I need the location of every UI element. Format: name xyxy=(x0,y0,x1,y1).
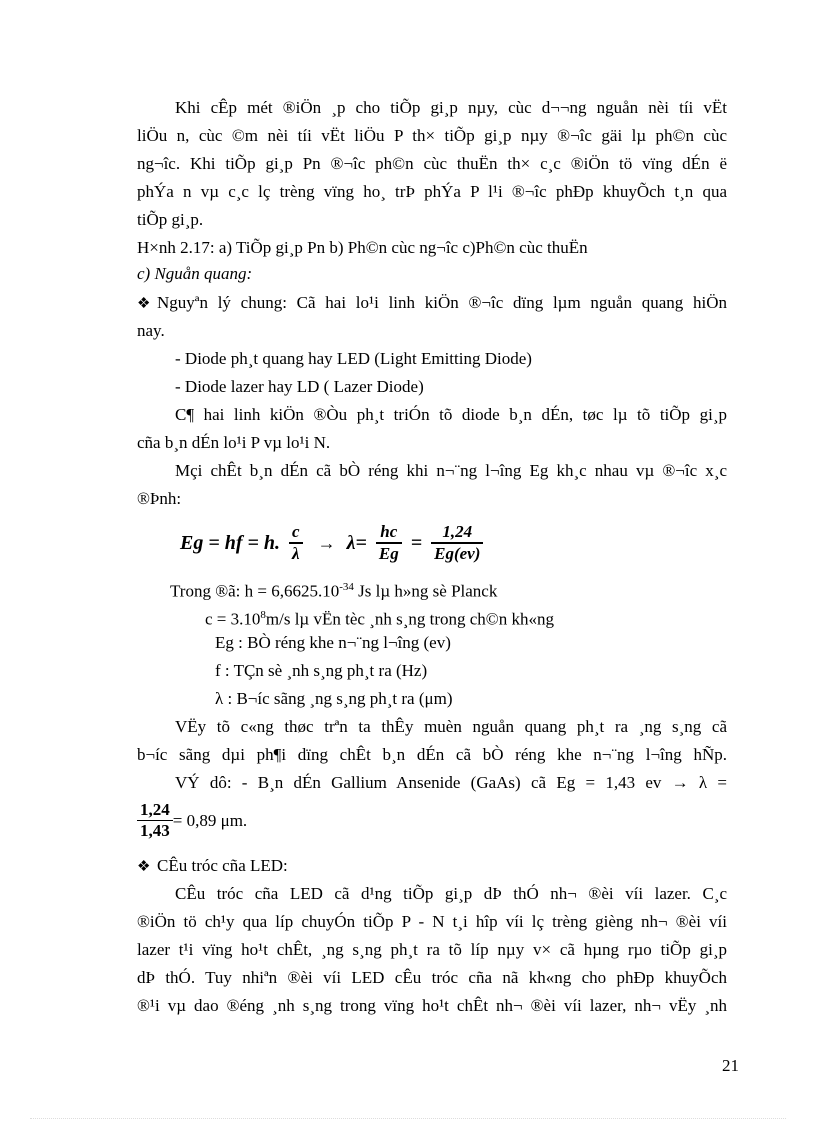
para-line: ng¬îc. Khi tiÕp gi¸p Pn ®¬îc ph©n cùc thuËn th× c¸c ®iÖn tö vïng dÉn ë xyxy=(137,154,727,173)
para-line: phÝa n vµ c¸c lç trèng vïng ho¸ trÞ phÝa P l¹i ®¬îc phÐp khuyÕch t¸n qua xyxy=(137,182,727,201)
definition-line: $c = 3.10^8m/s$ lµ vËn tèc ¸nh s¸ng trong ch©n kh«ng xyxy=(205,609,554,629)
bullet-diamond-icon: ❖ xyxy=(137,296,151,312)
definition-line: Eg : BÒ réng khe n¬¨ng l¬îng (ev) xyxy=(215,633,451,652)
para-line: lazer t¹i vïng ho¹t chÊt, ¸ng s¸ng ph¸t ra tõ líp nµy v× cã hµng rµo tiÕp gi¸p xyxy=(137,940,727,959)
equation-lhs: Eg = hf = h. xyxy=(180,531,281,554)
para-line: Mçi chÊt b¸n dÉn cã bÒ réng khi n¬¨ng l¬îng Eg kh¸c nhau vµ ®¬îc x¸c xyxy=(175,461,727,480)
fraction-c-over-lambda: $\frac{c}{\lambda}$ xyxy=(289,522,303,564)
structure-heading: ❖ CÊu tróc cña LED: xyxy=(137,855,727,878)
definition-line: λ : B¬íc sãng ¸ng s¸ng ph¸t ra (μm) xyxy=(215,689,453,708)
para-line: CÊu tróc cña LED cã d¹ng tiÕp gi¸p dÞ thÓ nh¬ ®èi víi lazer. C¸c xyxy=(175,884,727,903)
para-line: b¬íc sãng dµi ph¶i dïng chÊt b¸n dÉn cã bÒ réng khe n¬¨ng l¬îng hÑp. xyxy=(137,745,727,764)
para-line: liÖu n, cùc ©m nèi tíi vËt liÖu P th× tiÕp gi¸p nµy ®¬îc gäi lµ ph©n cùc xyxy=(137,126,727,145)
arrow-icon: → xyxy=(317,532,336,553)
definition-line: f : TÇn sè ¸nh s¸ng ph¸t ra (Hz) xyxy=(215,661,428,680)
para-line: VËy tõ c«ng thøc trªn ta thÊy muèn nguån quang ph¸t ra ¸ng s¸ng cã xyxy=(175,717,727,736)
list-item: - Diode lazer hay LD ( Lazer Diode) xyxy=(175,377,424,396)
para-line: dÞ thÓ. Tuy nhiªn ®èi víi LED cÊu tróc cña nã kh«ng cho phÐp khuyÕch xyxy=(137,968,727,987)
para-line: Khi cÊp mét ®iÖn ¸p cho tiÕp gi¸p nµy, cùc d¬¬ng nguån nèi tíi vËt xyxy=(175,98,727,117)
example-result: = 0,89 μm. xyxy=(172,810,248,830)
para-line: ®¹i vµ dao ®éng ¸nh s¸ng trong vïng ho¹t chÊt nh¬ ®èi víi lazer, nh¬ vËy ¸nh xyxy=(137,996,727,1015)
equation-lambda: λ= xyxy=(346,531,367,554)
fraction-124-over-egev: $\frac{1,24}{Eg(ev)}$ xyxy=(431,522,483,564)
example-line: VÝ dô: - B¸n dÉn Gallium Ansenide (GaAs) cã Eg = 1,43 ev → λ = xyxy=(175,773,727,792)
para-line: tiÕp gi¸p. xyxy=(137,210,204,229)
para-line: ®iÖn tö ch¹y qua líp chuyÓn tiÕp P - N t¸i hîp víi lç trèng gièng nh¬ ®èi víi xyxy=(137,912,727,931)
principle-line: nay. xyxy=(137,321,165,340)
energy-equation: Eg = hf = h. $\frac{c}{\lambda}$ → λ= $\frac{hc}{Eg}$ = $\frac{1,24}{Eg(ev)}$ xyxy=(180,522,487,564)
para-line: cña b¸n dÉn lo¹i P vµ lo¹i N. xyxy=(137,433,331,452)
list-item: - Diode ph¸t quang hay LED (Light Emitting Diode) xyxy=(175,349,532,368)
definition-line: Trong ®ã: $h = 6,6625.10^{-34}$ Js lµ h»ng sè Planck xyxy=(170,581,498,601)
bullet-diamond-icon: ❖ xyxy=(137,859,151,875)
section-heading: c) Nguån quang: xyxy=(137,264,253,283)
footer-divider xyxy=(30,1118,786,1119)
page-number: 21 xyxy=(722,1056,739,1075)
example-fraction: $\frac{1,24}{1,43}$ = 0,89 μm. xyxy=(137,800,247,841)
para-line: ®Þnh: xyxy=(137,489,182,508)
para-line: C¶ hai linh kiÖn ®Òu ph¸t triÓn tõ diode b¸n dÉn, tøc lµ tõ tiÕp gi¸p xyxy=(175,405,727,424)
fraction-hc-over-eg: $\frac{hc}{Eg}$ xyxy=(376,522,402,564)
figure-caption: H×nh 2.17: a) TiÕp gi¸p Pn b) Ph©n cùc ng¬îc c)Ph©n cùc thuËn xyxy=(137,238,588,257)
principle-line: ❖ Nguyªn lý chung: Cã hai lo¹i linh kiÖn ®¬îc dïng lµm nguån quang hiÖn xyxy=(137,292,727,315)
